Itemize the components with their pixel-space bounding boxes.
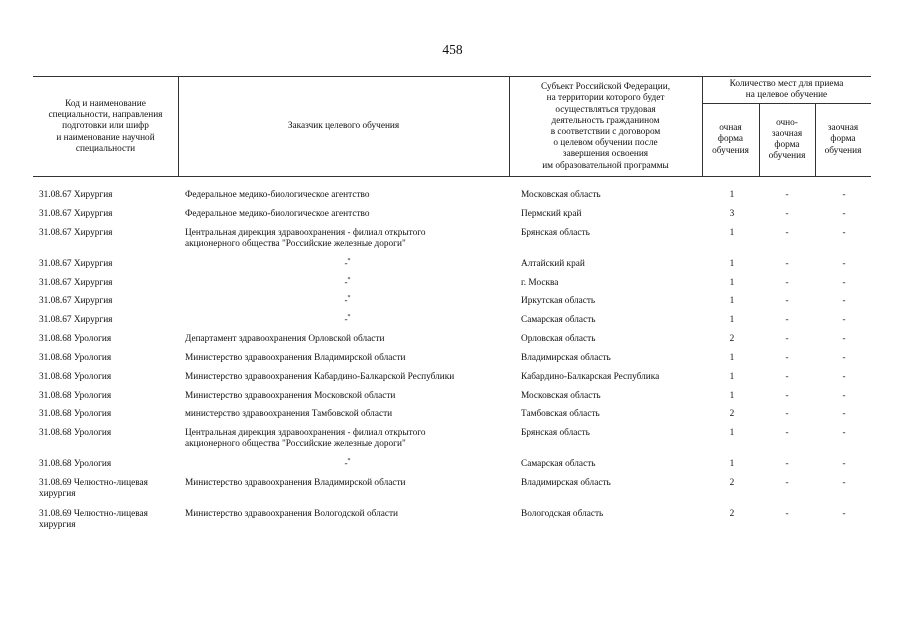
customer-cell xyxy=(185,209,515,220)
specialty-cell xyxy=(39,315,179,326)
specialty-cell xyxy=(39,334,179,345)
mixed-count-cell: - xyxy=(785,209,789,219)
specialty-cell-line: 31.08.67 Хирургия xyxy=(39,228,113,238)
customer-cell xyxy=(185,278,510,289)
specialty-cell-line: хирургия xyxy=(39,519,76,530)
extramural-count-cell: - xyxy=(842,428,846,438)
extramural-count-cell: - xyxy=(842,372,846,382)
footnote-mark: * xyxy=(347,258,351,264)
customer-cell-line: Федеральное медико-биологическое агентство xyxy=(185,190,370,200)
mixed-count-cell: - xyxy=(785,353,789,363)
mixed-count-cell: - xyxy=(785,509,789,519)
specialty-cell-line: 31.08.68 Урология xyxy=(39,353,112,363)
specialty-cell xyxy=(39,372,179,383)
fulltime-count-cell: 1 xyxy=(729,459,735,469)
customer-cell-line: -* xyxy=(344,277,351,288)
fulltime-count-cell: 1 xyxy=(729,228,735,238)
header-line: и наименование научной xyxy=(56,132,155,143)
header-places xyxy=(702,77,871,103)
customer-cell xyxy=(185,372,515,383)
extramural-count-cell: - xyxy=(842,509,846,519)
mixed-count-cell: - xyxy=(785,259,789,269)
header-line: обучения xyxy=(712,145,749,156)
region-cell: Самарская область xyxy=(521,315,596,325)
customer-cell-line: министерство здравоохранения Тамбовской области xyxy=(185,409,393,419)
customer-cell-line: акционерного общества "Российские железные дороги" xyxy=(185,238,406,249)
region-cell: Московская область xyxy=(521,190,601,200)
header-line: Количество мест для приема xyxy=(729,78,844,89)
extramural-count-cell: - xyxy=(842,190,846,200)
extramural-count-cell: - xyxy=(842,278,846,288)
specialty-cell xyxy=(39,259,179,270)
region-cell: Брянская область xyxy=(521,228,590,238)
extramural-count-cell: - xyxy=(842,353,846,363)
header-extramural xyxy=(815,103,871,177)
header-line: форма xyxy=(830,134,856,145)
region-cell: Тамбовская область xyxy=(521,409,600,419)
region-cell: Кабардино-Балкарская Республика xyxy=(521,372,660,382)
customer-cell-line: -* xyxy=(344,458,351,469)
mixed-count-cell: - xyxy=(785,478,789,488)
customer-cell xyxy=(185,409,515,420)
region-cell: Московская область xyxy=(521,391,601,401)
region-cell: Пермский край xyxy=(521,209,582,219)
fulltime-count-cell: 1 xyxy=(729,259,735,269)
extramural-count-cell: - xyxy=(842,334,846,344)
fulltime-count-cell: 2 xyxy=(729,334,735,344)
customer-cell xyxy=(185,509,515,520)
customer-cell xyxy=(185,478,515,489)
mixed-count-cell: - xyxy=(785,315,789,325)
fulltime-count-cell: 1 xyxy=(729,190,735,200)
header-line: специальности, направления xyxy=(48,110,163,121)
fulltime-count-cell: 3 xyxy=(729,209,735,219)
mixed-count-cell: - xyxy=(785,428,789,438)
specialty-cell-line: 31.08.67 Хирургия xyxy=(39,190,113,200)
region-cell: Самарская область xyxy=(521,459,596,469)
specialty-cell-line: 31.08.67 Хирургия xyxy=(39,259,113,269)
specialty-cell xyxy=(39,278,179,289)
customer-cell-line: Министерство здравоохранения Владимирской области xyxy=(185,478,406,488)
table-header xyxy=(33,76,871,177)
fulltime-count-cell: 1 xyxy=(729,428,735,438)
header-line: Субъект Российской Федерации, xyxy=(540,82,671,93)
fulltime-count-cell: 1 xyxy=(729,391,735,401)
header-line: на территории которого будет xyxy=(546,93,665,104)
mixed-count-cell: - xyxy=(785,409,789,419)
header-line: обучения xyxy=(824,145,862,156)
extramural-count-cell: - xyxy=(842,259,846,269)
header-line: осуществляться трудовая xyxy=(555,104,656,115)
customer-cell-line: Департамент здравоохранения Орловской области xyxy=(185,334,385,344)
customer-cell-line: Федеральное медико-биологическое агентство xyxy=(185,209,370,219)
mixed-count-cell: - xyxy=(785,278,789,288)
customer-cell-line: акционерного общества "Российские железные дороги" xyxy=(185,438,406,449)
header-line: подготовки или шифр xyxy=(62,121,149,132)
customer-cell-line: -* xyxy=(344,258,351,269)
mixed-count-cell: - xyxy=(785,391,789,401)
extramural-count-cell: - xyxy=(842,315,846,325)
customer-cell-line: -* xyxy=(344,314,351,325)
extramural-count-cell: - xyxy=(842,459,846,469)
specialty-cell-line: 31.08.68 Урология xyxy=(39,372,112,382)
customer-cell xyxy=(185,296,510,307)
customer-cell-line: Центральная дирекция здравоохранения - филиал открытого xyxy=(185,228,426,238)
fulltime-count-cell: 2 xyxy=(729,409,735,419)
specialty-cell-line: хирургия xyxy=(39,488,76,499)
specialty-cell-line: 31.08.67 Хирургия xyxy=(39,296,113,306)
region-cell: Вологодская область xyxy=(521,509,604,519)
specialty-cell xyxy=(39,459,179,470)
header-mixed xyxy=(759,103,815,177)
customer-cell-line: Министерство здравоохранения Владимирской области xyxy=(185,353,406,363)
customer-cell xyxy=(185,334,515,345)
specialty-cell-line: 31.08.68 Урология xyxy=(39,334,112,344)
fulltime-count-cell: 1 xyxy=(729,278,735,288)
customer-cell xyxy=(185,315,510,326)
mixed-count-cell: - xyxy=(785,372,789,382)
region-cell: Брянская область xyxy=(521,428,590,438)
header-line: очная xyxy=(719,123,742,134)
header-line: на целевое обучение xyxy=(745,90,828,100)
specialty-cell xyxy=(39,296,179,307)
customer-cell-line: Министерство здравоохранения Кабардино-Балкарской Республики xyxy=(185,372,455,382)
header-line: в соответствии с договором xyxy=(550,127,661,137)
customer-cell xyxy=(185,228,515,249)
specialty-cell xyxy=(39,478,179,499)
specialty-cell-line: 31.08.69 Челюстно-лицевая xyxy=(39,478,148,488)
fulltime-count-cell: 2 xyxy=(729,478,735,488)
header-line: очно- xyxy=(776,117,798,128)
specialty-cell-line: 31.08.67 Хирургия xyxy=(39,278,113,288)
header-line: завершения освоения xyxy=(562,149,649,160)
customer-cell xyxy=(185,190,515,201)
header-line: деятельность гражданином xyxy=(551,115,660,126)
fulltime-count-cell: 1 xyxy=(729,353,735,363)
region-cell: Орловская область xyxy=(521,334,596,344)
specialty-cell xyxy=(39,353,179,364)
header-line: обучения xyxy=(768,151,806,162)
extramural-count-cell: - xyxy=(842,209,846,219)
region-cell: Иркутская область xyxy=(521,296,596,306)
header-line: о целевом обучении после xyxy=(553,138,658,149)
header-line: Код и наименование xyxy=(65,98,146,109)
header-line: форма xyxy=(774,140,800,150)
header-customer: Заказчик целевого обучения xyxy=(287,121,400,132)
specialty-cell xyxy=(39,391,179,402)
region-cell: Алтайский край xyxy=(521,259,585,269)
region-cell: Владимирская область xyxy=(521,353,611,363)
mixed-count-cell: - xyxy=(785,334,789,344)
fulltime-count-cell: 1 xyxy=(729,296,735,306)
header-line: специальности xyxy=(75,143,136,154)
customer-cell-line: Министерство здравоохранения Московской области xyxy=(185,391,396,401)
specialty-cell-line: 31.08.68 Урология xyxy=(39,391,112,401)
fulltime-count-cell: 2 xyxy=(729,509,735,519)
extramural-count-cell: - xyxy=(842,478,846,488)
specialty-cell xyxy=(39,428,179,439)
customer-cell-line: -* xyxy=(344,295,351,306)
region-cell: Владимирская область xyxy=(521,478,611,488)
customer-cell xyxy=(185,391,515,402)
region-cell: г. Москва xyxy=(521,278,559,288)
specialty-cell xyxy=(39,190,179,201)
footnote-mark: * xyxy=(347,295,351,301)
specialty-cell xyxy=(39,228,179,239)
mixed-count-cell: - xyxy=(785,459,789,469)
header-specialty xyxy=(33,77,178,177)
customer-cell xyxy=(185,459,510,470)
mixed-count-cell: - xyxy=(785,296,789,306)
header-fulltime xyxy=(702,103,759,177)
header-line: заочная xyxy=(827,123,859,134)
extramural-count-cell: - xyxy=(842,228,846,238)
specialty-cell xyxy=(39,409,179,420)
extramural-count-cell: - xyxy=(842,296,846,306)
extramural-count-cell: - xyxy=(842,409,846,419)
specialty-cell xyxy=(39,209,179,220)
specialty-cell-line: 31.08.67 Хирургия xyxy=(39,315,113,325)
customer-cell xyxy=(185,353,515,364)
specialty-cell-line: 31.08.68 Урология xyxy=(39,459,112,469)
header-line: им образовательной программы xyxy=(542,160,669,171)
customer-cell-line: Министерство здравоохранения Вологодской области xyxy=(185,509,399,519)
fulltime-count-cell: 1 xyxy=(729,315,735,325)
specialty-cell-line: 31.08.68 Урология xyxy=(39,409,112,419)
specialty-cell-line: 31.08.68 Урология xyxy=(39,428,112,438)
footnote-mark: * xyxy=(347,314,351,320)
customer-cell xyxy=(185,428,515,449)
fulltime-count-cell: 1 xyxy=(729,372,735,382)
specialty-cell-line: 31.08.69 Челюстно-лицевая xyxy=(39,509,148,519)
footnote-mark: * xyxy=(347,458,351,464)
specialty-cell-line: 31.08.67 Хирургия xyxy=(39,209,113,219)
header-region xyxy=(509,77,702,177)
footnote-mark: * xyxy=(347,277,351,283)
extramural-count-cell: - xyxy=(842,391,846,401)
header-line: заочная xyxy=(771,128,803,139)
mixed-count-cell: - xyxy=(785,190,789,200)
customer-cell-line: Центральная дирекция здравоохранения - филиал открытого xyxy=(185,428,426,438)
customer-cell xyxy=(185,259,510,270)
page-number: 458 xyxy=(442,42,463,57)
header-line: форма xyxy=(717,134,744,145)
mixed-count-cell: - xyxy=(785,228,789,238)
specialty-cell xyxy=(39,509,179,530)
